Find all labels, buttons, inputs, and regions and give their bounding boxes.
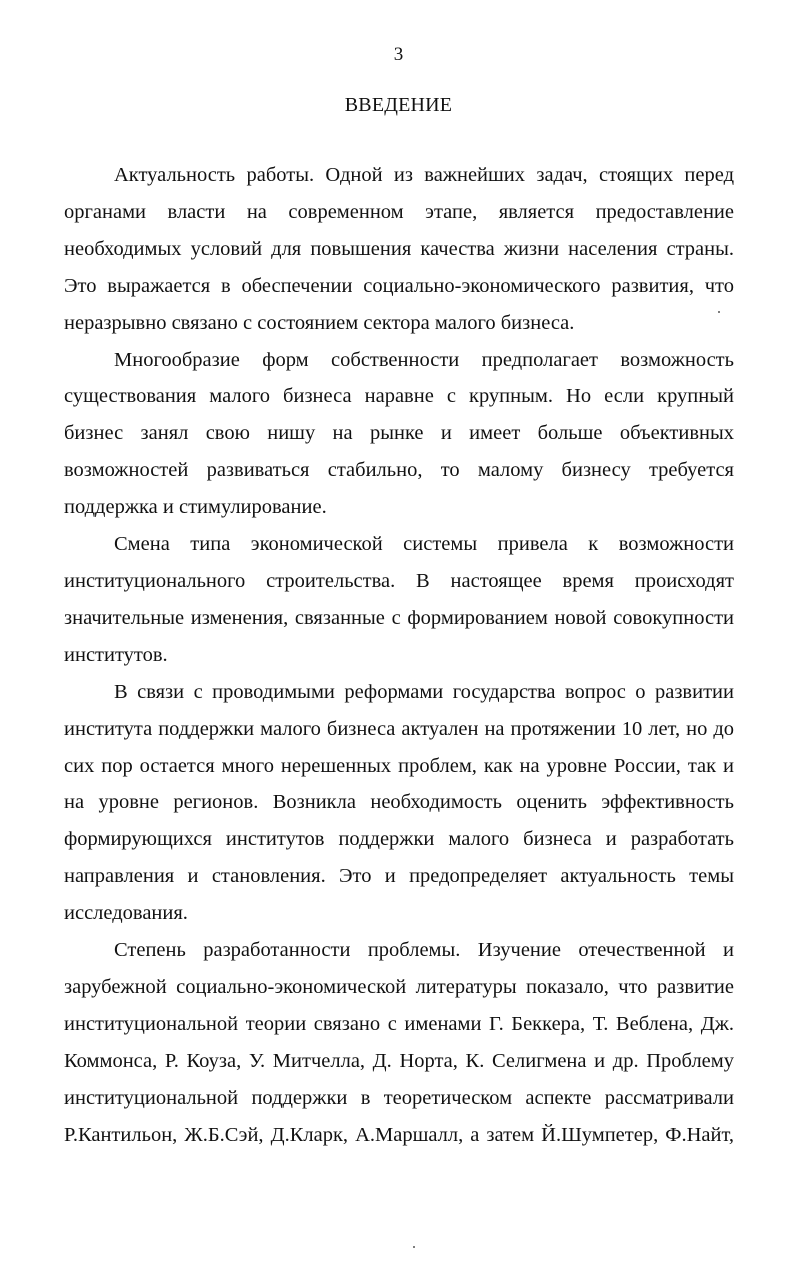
paragraph-system-change: Смена типа экономической системы привела к возможности институционального строительства. В настоящее время происходят значительные изменения, связанные с формированием новой совокупности институтов. [64,533,734,666]
paragraph-research-degree: Степень разработанности проблемы. Изучение отечественной и зарубежной социально-экономической литературы показало, что развитие институциональной теории связано с именами Г. Беккера, Т. Веблена, Дж. Коммонса, Р. Коуза, У. Митчелла, Д. Норта, К. Селигмена и др. Проблему институциональной поддержки в теоретическом аспекте рассматривали Р.Кантильон, Ж.Б.Сэй, Д.Кларк, А.Маршалл, а затем Й.Шумпетер, Ф.Найт, [64,939,734,1146]
paragraph-relevance: Актуальность работы. Одной из важнейших задач, стоящих перед органами власти на современном этапе, является предоставление необходимых условий для повышения качества жизни населения страны. Это выражается в обеспечении социально-экономического развития, что неразрывно связано с состоянием сектора малого бизнеса. [64,164,734,334]
paragraph-ownership-forms: Многообразие форм собственности предполагает возможность существования малого бизнеса наравне с крупным. Но если крупный бизнес занял свою нишу на рынке и имеет больше объективных возможностей развиваться стабильно, то малому бизнесу требуется поддержка и стимулирование. [64,348,734,519]
paragraph-reforms: В связи с проводимыми реформами государства вопрос о развитии института поддержки малого бизнеса актуален на протяжении 10 лет, но до сих пор остается много нерешенных проблем, как на уровне России, так и на уровне регионов. Возникла необходимость оценить эффективность формирующихся институтов поддержки малого бизнеса и разработать направления и становления. Это и предопределяет актуальность темы исследования. [64,680,734,925]
scan-speck [413,1246,415,1248]
page-title: ВВЕДЕНИЕ [344,94,453,116]
page-number: 3 [393,44,404,65]
document-body [64,157,734,1153]
scan-speck [718,311,720,313]
